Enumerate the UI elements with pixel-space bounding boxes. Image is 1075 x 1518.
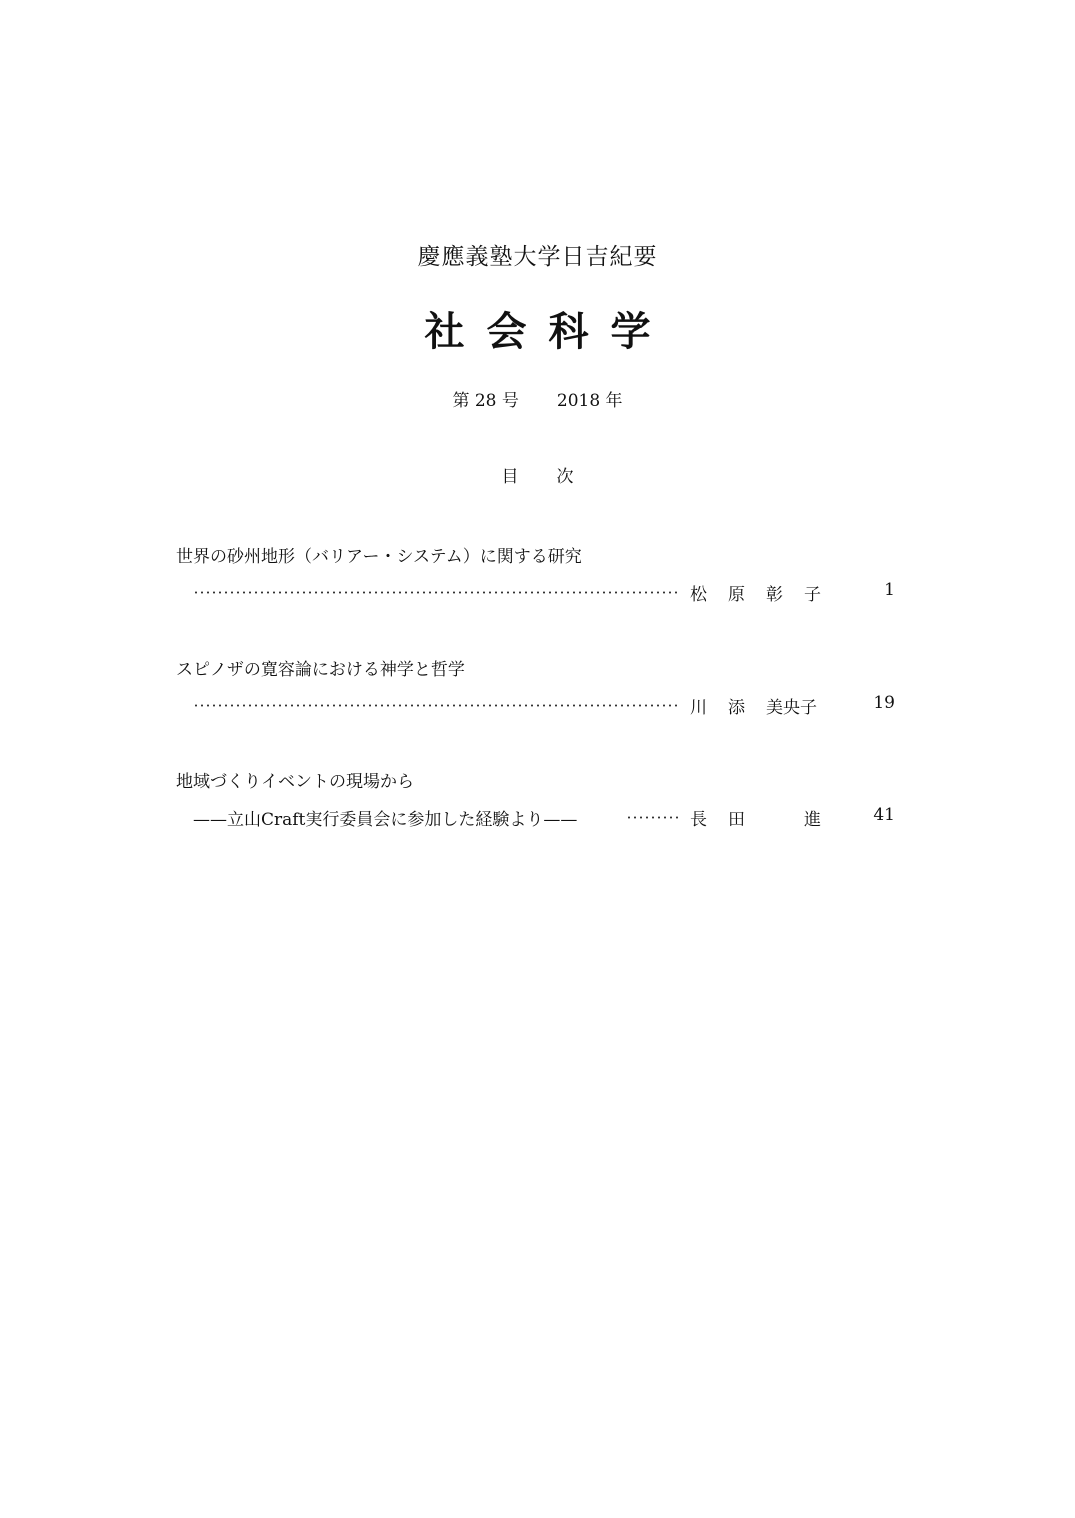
issue-year: 2018 年 <box>556 391 623 411</box>
toc-heading <box>0 462 1075 487</box>
toc-entry-2-title: スピノザの寛容論における神学と哲学 <box>176 660 465 680</box>
toc-heading-left: 目 <box>501 467 519 487</box>
author-part: 長 <box>690 810 707 830</box>
journal-title: 慶應義塾大学日吉紀要 <box>417 244 658 270</box>
author-part: 川 <box>690 698 707 718</box>
author-part: 彰 <box>766 585 783 605</box>
author-part: 松 <box>690 585 707 605</box>
author-part: 進 <box>804 810 821 830</box>
toc-entry-3-subtitle: ——立山Craft実行委員会に参加した経験より—— <box>193 810 578 830</box>
author-part: 田 <box>728 810 745 830</box>
toc-entry-3-title: 地域づくりイベントの現場から <box>176 772 414 792</box>
toc-entry-1-page: 1 <box>884 580 895 600</box>
author-part: 美央子 <box>766 698 817 718</box>
issue-line <box>0 386 1075 411</box>
author-part: 原 <box>728 585 745 605</box>
section-title: 社会科学 <box>424 309 673 355</box>
toc-entry-3-page: 41 <box>873 805 895 825</box>
issue-number: 第 28 号 <box>452 391 519 411</box>
toc-entry-2-leader <box>193 704 680 707</box>
toc-entry-2-page: 19 <box>873 693 895 713</box>
toc-heading-right: 次 <box>556 467 574 487</box>
toc-entry-3-leader <box>626 816 680 819</box>
toc-entry-1-title: 世界の砂州地形（バリアー・システム）に関する研究 <box>176 547 582 567</box>
toc-entry-1-leader <box>193 591 680 594</box>
author-part: 子 <box>804 585 821 605</box>
author-part: 添 <box>728 698 745 718</box>
